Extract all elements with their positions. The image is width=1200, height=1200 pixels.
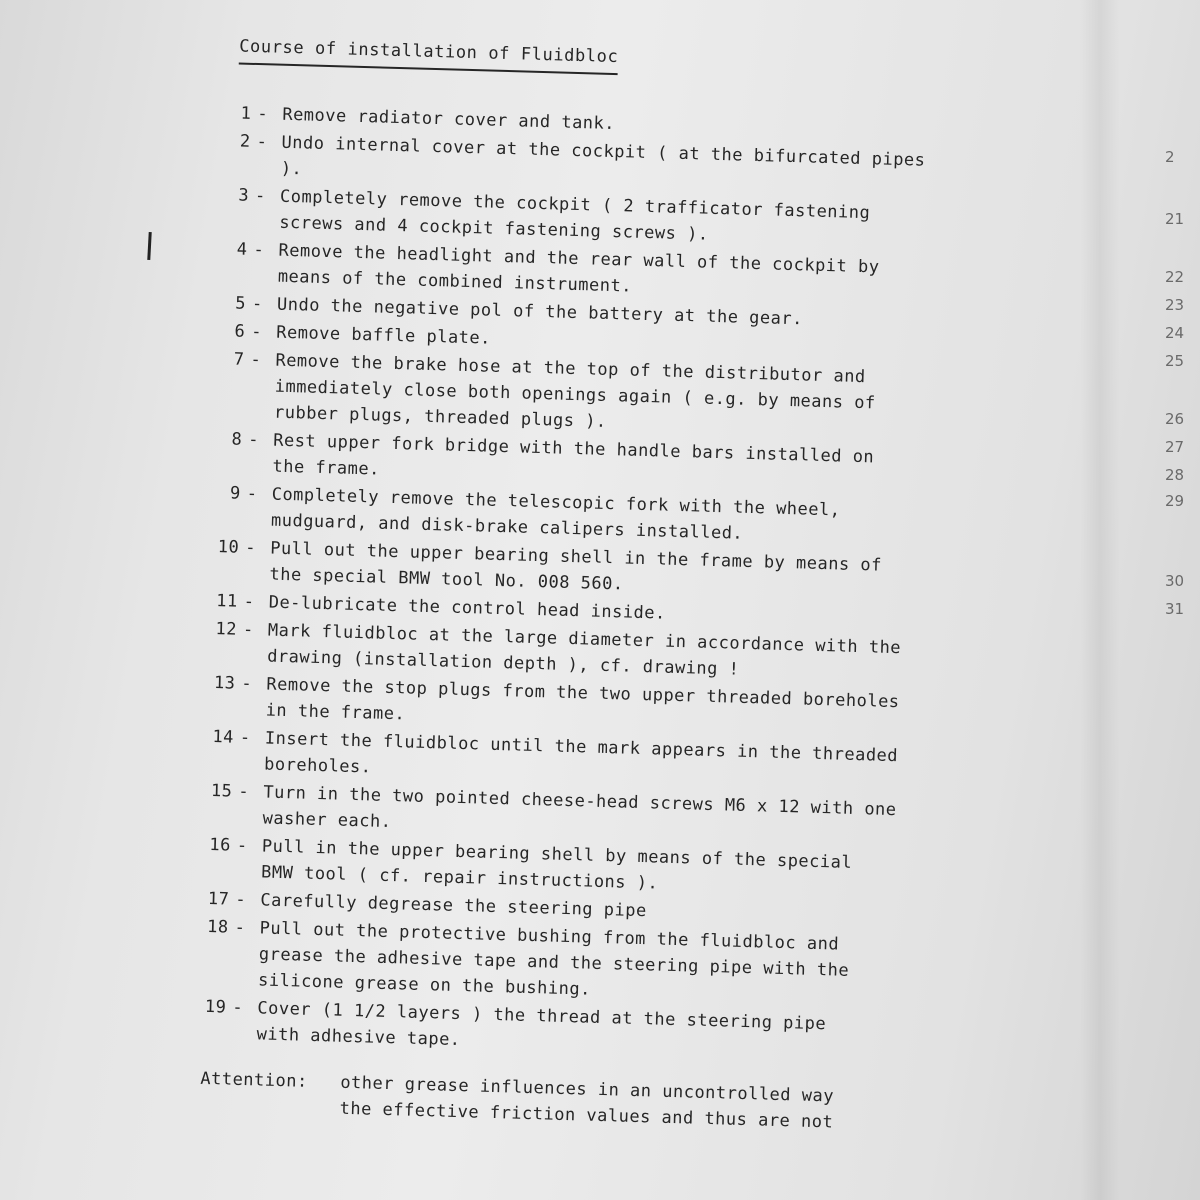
- step-number: 13: [213, 673, 236, 694]
- step-dash: -: [253, 239, 265, 261]
- step-number: 8: [231, 429, 243, 450]
- margin-number: 26: [1165, 410, 1185, 428]
- step-dash: -: [246, 483, 258, 505]
- steps-list: [119, 98, 947, 1138]
- step-text: Remove radiator cover and tank.: [282, 104, 616, 135]
- margin-number: 24: [1165, 324, 1185, 342]
- step-number: 16: [209, 834, 232, 856]
- step-text: De-lubricate the control head inside.: [268, 592, 667, 624]
- step-text: Rest upper fork bridge with the handle bars installed on the frame.: [272, 430, 875, 480]
- margin-number: 23: [1165, 296, 1185, 314]
- margin-number: 28: [1165, 466, 1185, 484]
- step-dash: -: [238, 781, 250, 803]
- step-number: 10: [217, 537, 240, 558]
- step-dash: -: [241, 673, 253, 695]
- page-fold-shadow: [1080, 0, 1120, 1200]
- step-number: 12: [215, 619, 238, 640]
- margin-number: 21: [1165, 210, 1185, 228]
- step-number: 5: [235, 293, 247, 314]
- step-text: Carefully degrease the steering pipe: [260, 890, 648, 922]
- step-number: 14: [212, 727, 235, 748]
- step-number: 3: [238, 185, 250, 206]
- step-dash: -: [235, 889, 247, 911]
- step-dash: -: [234, 917, 246, 939]
- step-text: Mark fluidbloc at the large diameter in accordance with the drawing (installation depth ), cf. drawing !: [266, 620, 902, 680]
- step-text: Undo internal cover at the cockpit ( at the bifurcated pipes ).: [280, 132, 937, 180]
- step-text: Turn in the two pointed cheese-head screws M6 x 12 with one washer each.: [262, 782, 897, 833]
- step-dash: -: [254, 186, 267, 207]
- step-dash: -: [251, 293, 264, 315]
- step-number: 11: [215, 591, 239, 612]
- step-text: Remove the stop plugs from the two upper threaded boreholes in the frame.: [265, 674, 900, 725]
- step-text: Remove the headlight and the rear wall of the cockpit by means of the combined instrument.: [277, 240, 880, 297]
- margin-number: 30: [1165, 572, 1185, 590]
- step-number: 19: [204, 996, 227, 1018]
- margin-line-numbers: [1165, 0, 1200, 1200]
- step-text: Remove the brake hose at the top of the distributor and immediately close both openings again ( e.g. by means of rubber plugs, threaded plugs ).: [273, 350, 876, 432]
- step-text: Pull in the upper bearing shell by means of the special BMW tool ( cf. repair instructions ).: [260, 836, 853, 894]
- step-number: 1: [240, 103, 252, 124]
- step-number: 9: [229, 483, 242, 504]
- step-number: 2: [239, 131, 251, 152]
- step-number: 4: [236, 239, 248, 260]
- step-number: 18: [206, 916, 229, 938]
- step-text: Completely remove the telescopic fork with the wheel, mudguard, and disk-brake calipers installed.: [270, 484, 841, 544]
- margin-number: 2: [1165, 148, 1175, 166]
- step-dash: -: [247, 429, 260, 451]
- step-dash: -: [250, 321, 263, 343]
- margin-number: 31: [1165, 600, 1185, 618]
- step-text: Remove baffle plate.: [275, 322, 492, 349]
- step-dash: -: [257, 104, 269, 125]
- step-number: 6: [234, 321, 246, 342]
- step-text: Pull out the upper bearing shell in the frame by means of the special BMW tool No. 008 560.: [269, 538, 883, 595]
- step-dash: -: [242, 619, 254, 641]
- step-text: Cover (1 1/2 layers ) the thread at the steering pipe with adhesive tape.: [256, 998, 827, 1051]
- step-text: Insert the fluidbloc until the mark appears in the threaded boreholes.: [263, 728, 899, 778]
- step-number: 17: [207, 888, 230, 910]
- step-text: Undo the negative pol of the battery at the gear.: [276, 294, 804, 330]
- step-dash: -: [256, 132, 268, 153]
- step-dash: -: [250, 349, 262, 371]
- step-text: Completely remove the cockpit ( 2 trafficator fastening screws and 4 cockpit fastening screws ).: [279, 186, 871, 245]
- step-number: 15: [210, 781, 233, 802]
- step-dash: -: [232, 997, 244, 1018]
- instruction-sheet: [115, 18, 1050, 1200]
- attention-text: other grease influences in an uncontrolled way the effective friction values and thus are not: [339, 1072, 835, 1133]
- step-dash: -: [236, 835, 248, 857]
- step-text: Pull out the protective bushing from the fluidbloc and grease the adhesive tape and the steering pipe with the silicone grease on the bushing.: [257, 918, 850, 1000]
- step-number: 7: [233, 349, 245, 370]
- margin-number: 27: [1165, 438, 1185, 456]
- margin-number: 22: [1165, 268, 1185, 286]
- margin-number: 25: [1165, 352, 1185, 370]
- step-dash: -: [244, 537, 257, 559]
- attention-label: Attention:: [200, 1068, 308, 1092]
- attention-note: [119, 1064, 920, 1138]
- step-dash: -: [239, 727, 251, 749]
- margin-number: 29: [1165, 492, 1185, 510]
- step-dash: -: [243, 591, 255, 613]
- document-title: Course of installation of Fluidbloc: [239, 37, 619, 76]
